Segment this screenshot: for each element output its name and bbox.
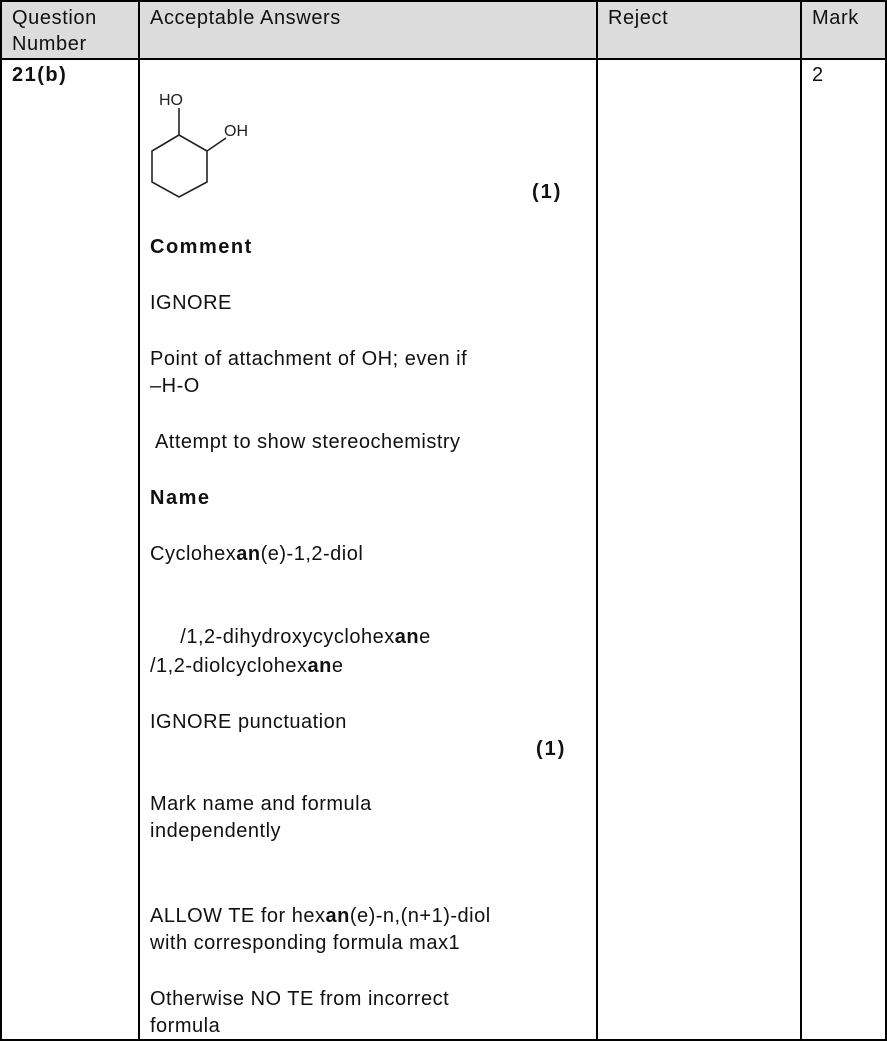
allow-te-line2: with corresponding formula max1 [150,932,461,954]
name3-suffix: e [331,655,344,677]
allow-suffix: (e)-n,(n+1)-diol [349,905,491,927]
header-mark: Mark [812,7,859,29]
header-bottom-border [0,58,887,60]
name1-suffix: (e)-1,2-diol [260,543,364,565]
ignore-label: IGNORE [150,292,232,314]
otherwise-line1: Otherwise NO TE from incorrect [150,988,450,1010]
column-divider-2 [596,0,598,1041]
name2-prefix: /1,2-dihydroxycyclohex [174,626,395,648]
name3-prefix: /1,2-diolcyclohex [150,655,308,677]
allow-prefix: ALLOW TE for hex [150,905,326,927]
table-top-border [0,0,887,2]
point-attach-line1: Point of attachment of OH; even if [150,348,468,370]
mark-value: 2 [812,64,824,86]
allow-te-line1 [150,903,491,930]
header-question-line2: Number [12,33,87,55]
name-option-3 [150,653,343,680]
mark-independently-line2: independently [150,820,282,842]
comment-heading: Comment [150,236,253,258]
name-heading: Name [150,487,211,509]
header-question-number [12,5,97,57]
name3-emphasis: an [307,655,332,677]
mark-independently-line1: Mark name and formula [150,793,372,815]
stereochemistry-note: Attempt to show stereochemistry [150,431,461,453]
header-row [0,0,887,59]
name-option-1 [150,541,363,568]
oh-label: OH [224,123,248,140]
name1-emphasis: an [236,543,261,565]
name2-suffix: e [419,626,431,648]
header-acceptable-answers: Acceptable Answers [150,7,341,29]
header-reject: Reject [608,7,669,29]
column-divider-1 [138,0,140,1041]
table-left-border [0,0,2,1041]
cyclohexane-ring [152,108,226,197]
point-attach-line2: –H-O [150,375,200,397]
cyclohexane-diol-structure [148,88,268,200]
otherwise-line2: formula [150,1015,221,1037]
ho-label: HO [159,92,183,109]
structure-points: (1) [532,181,563,203]
question-number: 21(b) [12,64,68,86]
name-points: (1) [536,738,567,760]
ignore-punctuation: IGNORE punctuation [150,711,347,733]
column-divider-3 [800,0,802,1041]
header-question-line1: Question [12,7,97,29]
name2-emphasis: an [394,626,420,648]
allow-emphasis: an [325,905,350,927]
name1-prefix: Cyclohex [150,543,237,565]
